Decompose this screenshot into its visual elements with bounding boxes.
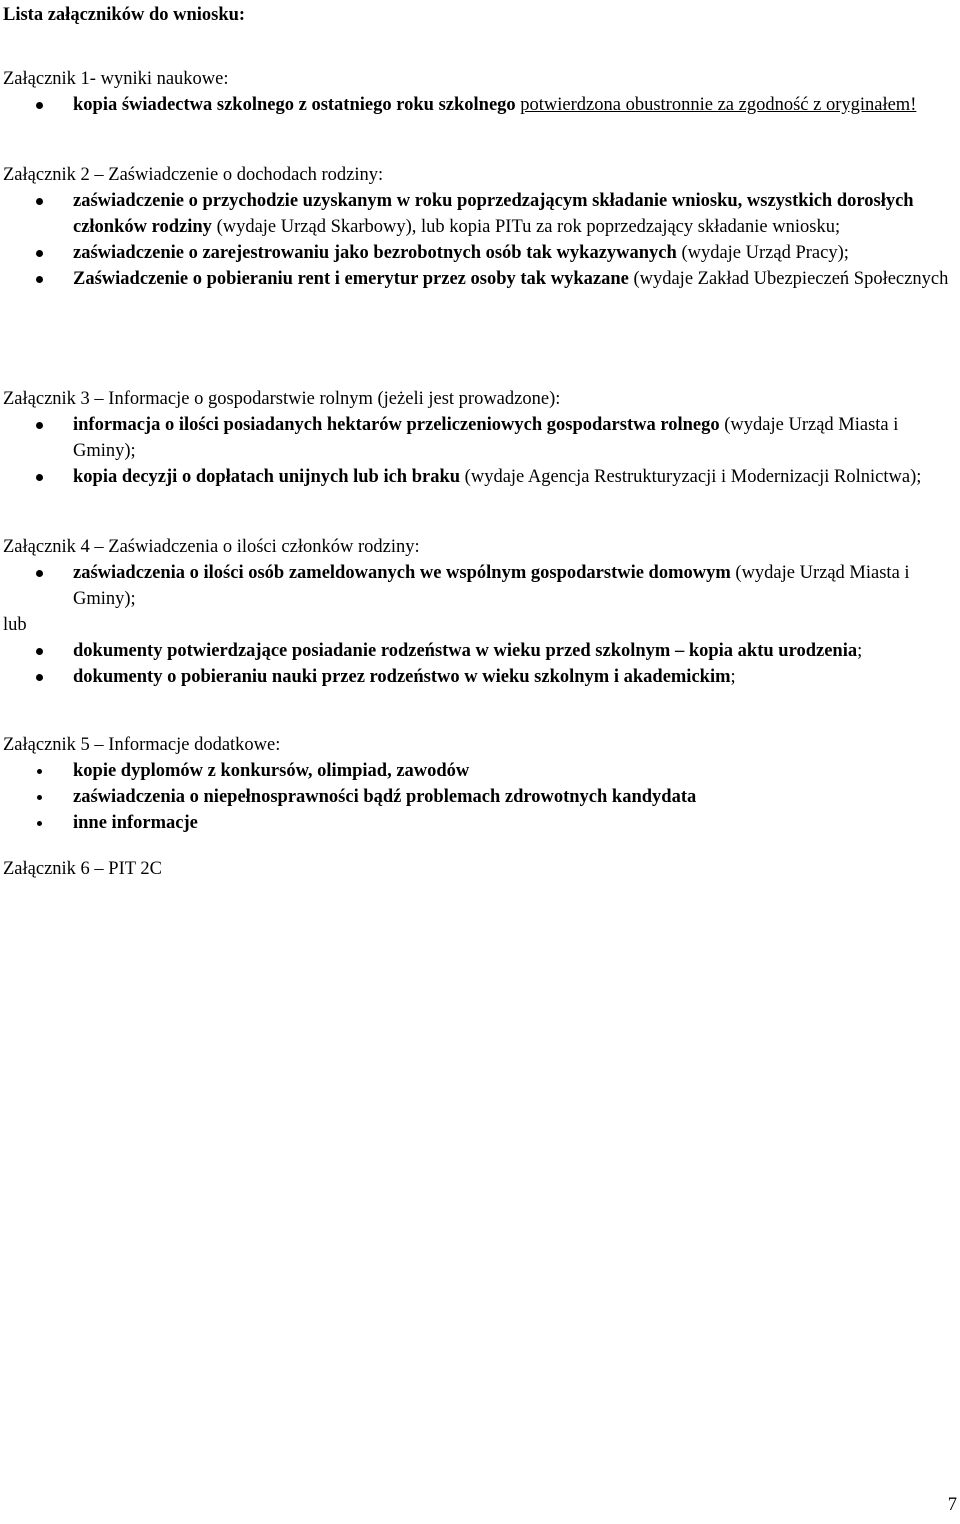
item-bold-text: zaświadczenia o ilości osób zameldowanych we wspólnym gospodarstwie domowym bbox=[73, 563, 731, 583]
section-heading: Załącznik 4 – Zaświadczenia o ilości członków rodziny: bbox=[3, 537, 420, 557]
page-number: 7 bbox=[947, 1495, 957, 1515]
item-bold-text: informacja o ilości posiadanych hektarów przeliczeniowych gospodarstwa rolnego bbox=[73, 415, 720, 435]
section-heading: Załącznik 5 – Informacje dodatkowe: bbox=[3, 735, 281, 755]
item-normal-text: (wydaje Urząd Miasta i Gminy); bbox=[73, 563, 910, 609]
item-bold-text: dokumenty potwierdzające posiadanie rodzeństwa w wieku przed szkolnym – kopia aktu urodzenia bbox=[73, 641, 858, 661]
item-bold-text: Zaświadczenie o pobieraniu rent i emerytur przez osoby tak wykazane bbox=[73, 269, 629, 289]
list-item bbox=[3, 560, 953, 612]
attachment-list bbox=[3, 560, 953, 612]
item-underlined-text: potwierdzona obustronnie za zgodność z oryginałem! bbox=[520, 95, 917, 115]
list-item bbox=[3, 638, 953, 664]
section-attachment-6 bbox=[3, 856, 953, 882]
item-bold-text: dokumenty o pobieraniu nauki przez rodzeństwo w wieku szkolnym i akademickim bbox=[73, 667, 731, 687]
item-normal-text: (wydaje Agencja Restrukturyzacji i Modernizacji Rolnictwa); bbox=[460, 467, 922, 487]
attachment-list bbox=[3, 188, 953, 292]
section-attachment-3 bbox=[3, 386, 953, 490]
section-attachment-2 bbox=[3, 162, 953, 292]
item-bold-text: kopia świadectwa szkolnego z ostatniego roku szkolnego bbox=[73, 95, 516, 115]
list-item bbox=[3, 188, 953, 240]
section-attachment-5 bbox=[3, 732, 953, 836]
or-label: lub bbox=[3, 615, 27, 635]
list-item bbox=[3, 784, 953, 810]
section-heading: Załącznik 6 – PIT 2C bbox=[3, 859, 162, 879]
item-normal-text: (wydaje Urząd Skarbowy), lub kopia PITu za rok poprzedzający składanie wniosku; bbox=[211, 217, 841, 237]
item-bold-text: zaświadczenie o zarejestrowaniu jako bezrobotnych osób tak wykazywanych bbox=[73, 243, 677, 263]
attachment-list bbox=[3, 92, 953, 118]
list-item bbox=[3, 412, 953, 464]
section-attachment-1 bbox=[3, 66, 953, 118]
item-bold-text: kopia decyzji o dopłatach unijnych lub ich braku bbox=[73, 467, 461, 487]
page-title: Lista załączników do wniosku: bbox=[3, 5, 246, 25]
section-heading: Załącznik 3 – Informacje o gospodarstwie rolnym (jeżeli jest prowadzone): bbox=[3, 389, 561, 409]
section-attachment-4 bbox=[3, 534, 953, 690]
list-item bbox=[3, 240, 953, 266]
item-bold-text: kopie dyplomów z konkursów, olimpiad, zawodów bbox=[73, 761, 470, 781]
list-item bbox=[3, 758, 953, 784]
item-bold-text: zaświadczenie o przychodzie uzyskanym w roku poprzedzającym składanie wniosku, wszystkich dorosłych członków rodziny bbox=[73, 191, 914, 237]
list-item bbox=[3, 810, 953, 836]
item-bold-text: zaświadczenia o niepełnosprawności bądź problemach zdrowotnych kandydata bbox=[73, 787, 697, 807]
item-normal-text: (wydaje Zakład Ubezpieczeń Społecznych bbox=[628, 269, 949, 289]
section-heading: Załącznik 1- wyniki naukowe: bbox=[3, 69, 229, 89]
attachment-list bbox=[3, 412, 953, 490]
attachment-list bbox=[3, 758, 953, 836]
item-normal-text: (wydaje Urząd Miasta i Gminy); bbox=[73, 415, 899, 461]
list-item bbox=[3, 92, 953, 118]
item-bold-text: inne informacje bbox=[73, 813, 198, 833]
list-item bbox=[3, 664, 953, 690]
attachment-list-alt bbox=[3, 638, 953, 690]
item-normal-text: ; bbox=[730, 667, 736, 687]
list-item bbox=[3, 266, 953, 292]
item-normal-text: ; bbox=[857, 641, 863, 661]
section-heading: Załącznik 2 – Zaświadczenie o dochodach rodziny: bbox=[3, 165, 384, 185]
item-normal-text: (wydaje Urząd Pracy); bbox=[676, 243, 849, 263]
list-item bbox=[3, 464, 953, 490]
